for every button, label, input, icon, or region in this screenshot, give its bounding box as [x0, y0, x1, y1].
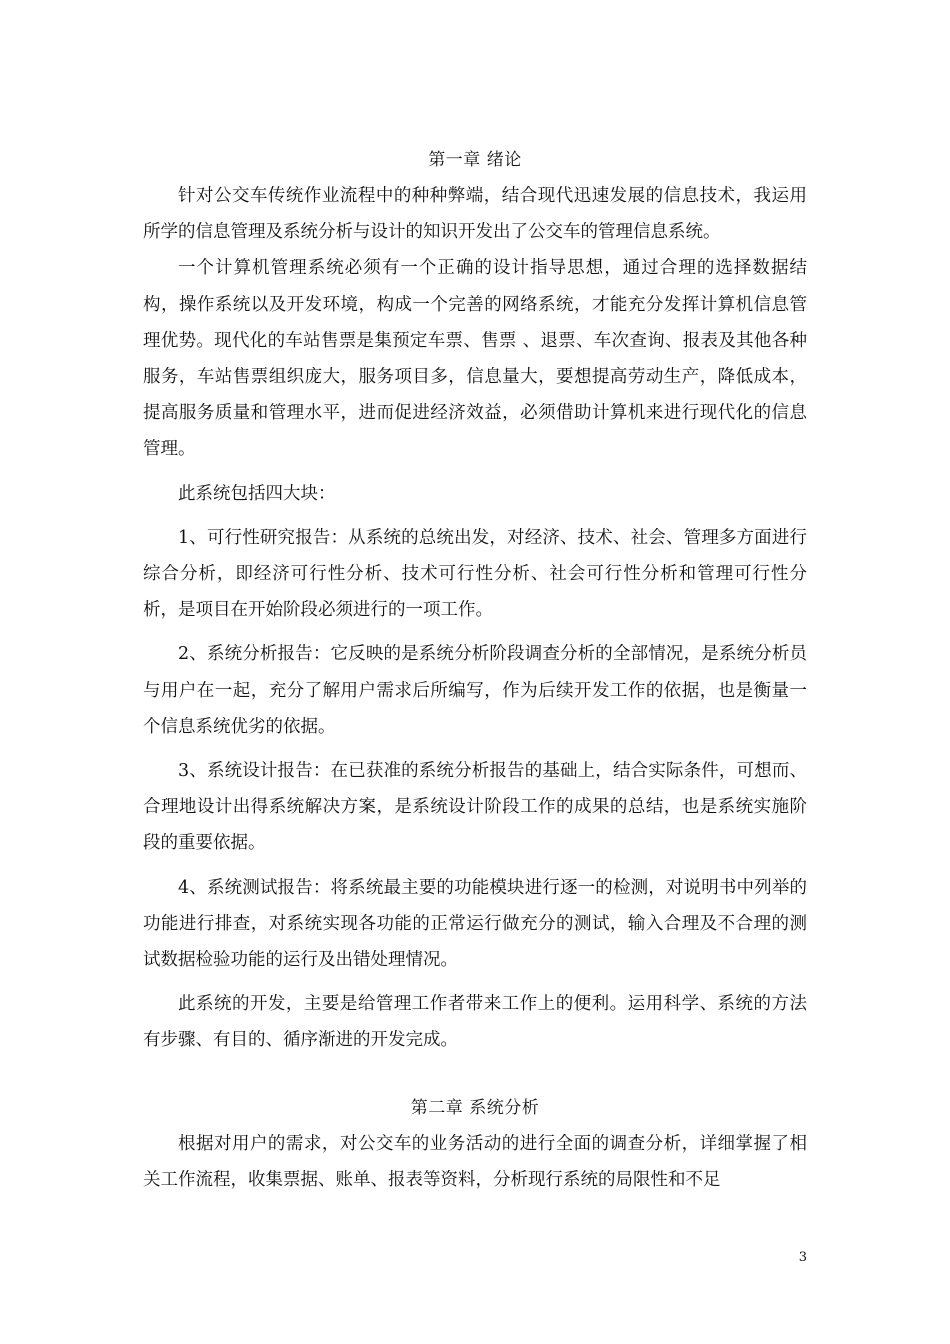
chapter-2-paragraph-1: 根据对用户的需求，对公交车的业务活动的进行全面的调查分析，详细掌握了相关工作流程，收集票据、账单、报表等资料，分析现行系统的局限性和不足 — [143, 1133, 807, 1190]
chapter-1-conclusion: 此系统的开发，主要是给管理工作者带来工作上的便利。运用科学、系统的方法有步骤、有目的、循序渐进的开发完成。 — [143, 994, 807, 1051]
chapter-1-item-4: 4、系统测试报告：将系统最主要的功能模块进行逐一的检测，对说明书中列举的功能进行排查，对系统实现各功能的正常运行做充分的测试，输入合理及不合理的测试数据检验功能的运行及出错处理情况。 — [143, 877, 807, 971]
chapter-1-item-2: 2、系统分析报告：它反映的是系统分析阶段调查分析的全部情况，是系统分析员与用户在一起，充分了解用户需求后所编写，作为后续开发工作的依据，也是衡量一个信息系统优劣的依据。 — [143, 644, 807, 737]
page-number: 3 — [798, 1250, 807, 1265]
chapter-1-item-3: 3、系统设计报告：在已获准的系统分析报告的基础上，结合实际条件，可想而、合理地设计出得系统解决方案，是系统设计阶段工作的成果的总结，也是系统实施阶段的重要依据。 — [143, 761, 807, 854]
chapter-2-title: 第二章 系统分析 — [410, 1097, 540, 1118]
page-content — [143, 142, 807, 1198]
chapter-1-item-1: 1、可行性研究报告：从系统的总统出发，对经济、技术、社会、管理多方面进行综合分析，即经济可行性分析、技术可行性分析、社会可行性分析和管理可行性分析，是项目在开始阶段必须进行的一项工作。 — [143, 527, 807, 621]
chapter-1-paragraph-2: 一个计算机管理系统必须有一个正确的设计指导思想，通过合理的选择数据结构，操作系统以及开发环境，构成一个完善的网络系统，才能充分发挥计算机信息管理优势。现代化的车站售票是集预定车票、售票 、退票、车次查询、报表及其他各种服务，车站售票组织庞大，服务项目多，信息量大，要想提高劳动生产，降低成本，提高服务质量和管理水平，进而促进经济效益，必须借助计算机来进行现代化的信息管理。 — [143, 258, 807, 460]
chapter-1-list-intro: 此系统包括四大块： — [178, 483, 336, 504]
chapter-1-title: 第一章 绪论 — [428, 150, 522, 170]
chapter-1-paragraph-1: 针对公交车传统作业流程中的种种弊端，结合现代迅速发展的信息技术，我运用所学的信息管理及系统分析与设计的知识开发出了公交车的管理信息系统。 — [143, 186, 807, 243]
